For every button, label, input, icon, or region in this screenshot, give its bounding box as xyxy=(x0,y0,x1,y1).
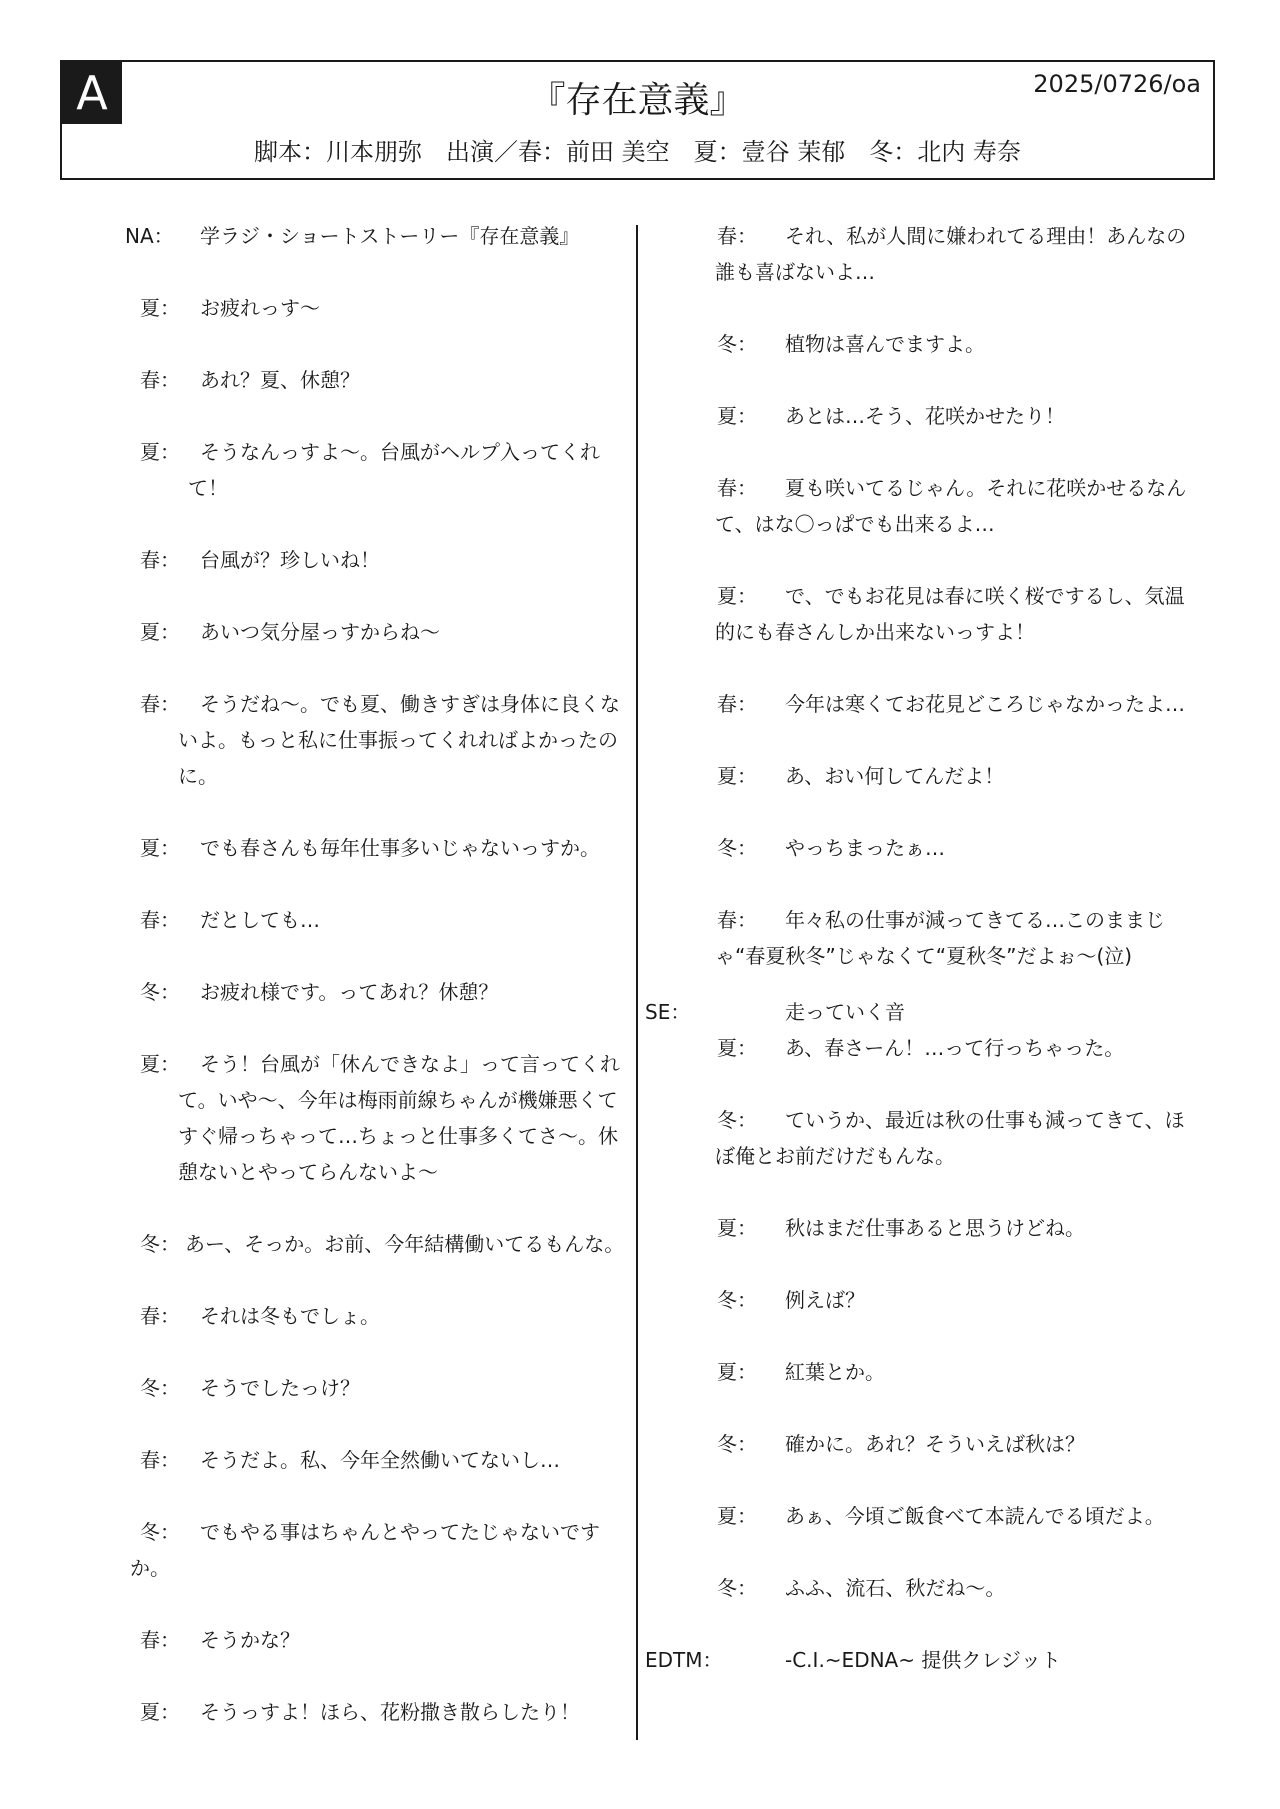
dialogue-line xyxy=(130,686,630,794)
broadcast-date: 2025/0726/oa xyxy=(1033,70,1201,98)
dialogue-text: 学ラジ・ショートストーリー『存在意義』 xyxy=(200,224,580,248)
dialogue-line xyxy=(645,1498,1195,1534)
dialogue-text: そうでしたっけ？ xyxy=(200,1376,360,1400)
speaker-label: 夏： xyxy=(717,764,757,788)
dialogue-text: そうっすよ！ほら、花粉撒き散らしたり！ xyxy=(200,1700,580,1724)
script-column-right xyxy=(645,218,1195,1678)
speaker-label: 冬： xyxy=(140,980,180,1004)
dialogue-line xyxy=(645,1102,1195,1174)
dialogue-line xyxy=(130,1298,630,1334)
dialogue-line xyxy=(130,974,630,1010)
speaker-label: 春： xyxy=(140,1628,180,1652)
dialogue-line xyxy=(645,902,1195,974)
dialogue-line xyxy=(645,1210,1195,1246)
dialogue-line xyxy=(130,830,630,866)
dialogue-text: ていうか、最近は秋の仕事も減ってきて、ほぼ俺とお前だけだもんな。 xyxy=(715,1108,1185,1168)
dialogue-line xyxy=(130,362,630,398)
dialogue-line xyxy=(645,218,1195,290)
dialogue-text: そうかな？ xyxy=(200,1628,300,1652)
speaker-label: 冬： xyxy=(140,1520,180,1544)
speaker-label: 夏： xyxy=(717,1036,757,1060)
speaker-label: 夏： xyxy=(140,440,180,464)
dialogue-text: あ、おい何してんだよ！ xyxy=(785,764,1005,788)
dialogue-line xyxy=(645,1354,1195,1390)
dialogue-line xyxy=(130,1046,630,1190)
speaker-label: 春： xyxy=(140,692,180,716)
speaker-label: 冬： xyxy=(140,1232,180,1256)
dialogue-text: あいつ気分屋っすからね〜 xyxy=(200,620,440,644)
speaker-label: SE： xyxy=(645,1000,691,1024)
dialogue-text: 植物は喜んでますよ。 xyxy=(785,332,985,356)
speaker-label: 春： xyxy=(717,908,757,932)
speaker-label: 冬： xyxy=(717,1108,757,1132)
dialogue-text: そう！台風が「休んできなよ」って言ってくれて。いや〜、今年は梅雨前線ちゃんが機嫌悪くてすぐ帰っちゃって…ちょっと仕事多くてさ〜。休憩ないとやってらんないよ〜 xyxy=(178,1052,620,1184)
dialogue-text: でも春さんも毎年仕事多いじゃないっすか。 xyxy=(200,836,600,860)
dialogue-line xyxy=(645,1030,1195,1066)
dialogue-line xyxy=(645,830,1195,866)
dialogue-text: 確かに。あれ？そういえば秋は？ xyxy=(785,1432,1085,1456)
speaker-label: 夏： xyxy=(140,296,180,320)
speaker-label: 夏： xyxy=(717,1216,757,1240)
dialogue-text: そうだね〜。でも夏、働きすぎは身体に良くないよ。もっと私に仕事振ってくれればよかったのに。 xyxy=(178,692,620,788)
dialogue-line xyxy=(645,1426,1195,1462)
dialogue-line xyxy=(125,218,630,254)
dialogue-text: 今年は寒くてお花見どころじゃなかったよ… xyxy=(785,692,1185,716)
speaker-label: 冬： xyxy=(717,332,757,356)
dialogue-text: やっちまったぁ… xyxy=(785,836,945,860)
speaker-label: 春： xyxy=(717,692,757,716)
dialogue-line xyxy=(130,1442,630,1478)
dialogue-text: あ、春さーん！…って行っちゃった。 xyxy=(785,1036,1125,1060)
dialogue-text: 例えば？ xyxy=(785,1288,865,1312)
speaker-label: 夏： xyxy=(717,1504,757,1528)
speaker-label: 春： xyxy=(717,476,757,500)
dialogue-text: お疲れ様です。ってあれ？休憩？ xyxy=(200,980,499,1004)
speaker-label: 夏： xyxy=(717,1360,757,1384)
dialogue-line xyxy=(645,326,1195,362)
speaker-label: 夏： xyxy=(717,584,757,608)
cast-credits: 脚本：川本朋弥 出演／春：前田 美空 夏：壹谷 茉郁 冬：北内 寿奈 xyxy=(254,138,1021,166)
dialogue-text: -C.I.~EDNA~ 提供クレジット xyxy=(785,1648,1061,1672)
dialogue-text: 秋はまだ仕事あると思うけどね。 xyxy=(785,1216,1085,1240)
dialogue-text: ふふ、流石、秋だね〜。 xyxy=(785,1576,1006,1600)
speaker-label: 春： xyxy=(140,368,180,392)
dialogue-line xyxy=(130,1226,630,1262)
speaker-label: 冬： xyxy=(717,836,757,860)
dialogue-line xyxy=(130,614,630,650)
dialogue-text: あれ？夏、休憩？ xyxy=(200,368,360,392)
dialogue-line xyxy=(130,902,630,938)
dialogue-line xyxy=(645,1570,1195,1606)
speaker-label: 春： xyxy=(140,908,180,932)
dialogue-line xyxy=(130,290,630,326)
dialogue-line xyxy=(130,1694,630,1730)
speaker-label: 冬： xyxy=(717,1288,757,1312)
dialogue-line xyxy=(130,1370,630,1406)
music-cue-line xyxy=(645,1642,1195,1678)
dialogue-text: 年々私の仕事が減ってきてる…このままじゃ“春夏秋冬”じゃなくて“夏秋冬”だよぉ〜(泣) xyxy=(715,908,1165,968)
dialogue-text: あとは…そう、花咲かせたり！ xyxy=(785,404,1065,428)
speaker-label: 夏： xyxy=(140,1700,180,1724)
speaker-label: 春： xyxy=(140,1304,180,1328)
dialogue-text: お疲れっす〜 xyxy=(200,296,320,320)
speaker-label: 冬： xyxy=(717,1432,757,1456)
dialogue-text: そうだよ。私、今年全然働いてないし… xyxy=(200,1448,560,1472)
dialogue-line xyxy=(130,1514,630,1586)
dialogue-text: でもやる事はちゃんとやってたじゃないですか。 xyxy=(130,1520,600,1580)
section-badge: A xyxy=(62,62,122,124)
speaker-label: 夏： xyxy=(140,620,180,644)
dialogue-line xyxy=(645,398,1195,434)
speaker-label: 春： xyxy=(717,224,757,248)
dialogue-line xyxy=(130,434,630,506)
dialogue-line xyxy=(645,1282,1195,1318)
dialogue-line xyxy=(645,470,1195,542)
dialogue-text: あぁ、今頃ご飯食べて本読んでる頃だよ。 xyxy=(785,1504,1165,1528)
speaker-label: 夏： xyxy=(140,1052,180,1076)
speaker-label: 春： xyxy=(140,548,180,572)
script-column-left xyxy=(125,218,630,1766)
dialogue-text: 夏も咲いてるじゃん。それに花咲かせるなんて、はな〇っぱでも出来るよ… xyxy=(715,476,1187,536)
speaker-label: 冬： xyxy=(140,1376,180,1400)
speaker-label: 夏： xyxy=(140,836,180,860)
dialogue-text: 紅葉とか。 xyxy=(785,1360,885,1384)
speaker-label: EDTM： xyxy=(645,1648,723,1672)
sound-effect-line xyxy=(645,994,1195,1030)
dialogue-text: そうなんっすよ〜。台風がヘルプ入ってくれて！ xyxy=(188,440,600,500)
column-divider xyxy=(636,225,638,1740)
dialogue-line xyxy=(645,578,1195,650)
dialogue-text: それは冬もでしょ。 xyxy=(200,1304,380,1328)
speaker-label: NA： xyxy=(125,224,174,248)
dialogue-text: あー、そっか。お前、今年結構働いてるもんな。 xyxy=(185,1232,625,1256)
dialogue-text: だとしても… xyxy=(200,908,320,932)
script-title: 『存在意義』 xyxy=(529,80,746,121)
header-box xyxy=(60,60,1215,180)
dialogue-line xyxy=(645,758,1195,794)
dialogue-line xyxy=(645,686,1195,722)
speaker-label: 春： xyxy=(140,1448,180,1472)
dialogue-text: で、でもお花見は春に咲く桜でするし、気温的にも春さんしか出来ないっすよ！ xyxy=(715,584,1185,644)
speaker-label: 夏： xyxy=(717,404,757,428)
dialogue-line xyxy=(130,542,630,578)
dialogue-text: 台風が？珍しいね！ xyxy=(200,548,380,572)
dialogue-text: 走っていく音 xyxy=(785,1000,905,1024)
dialogue-text: それ、私が人間に嫌われてる理由！あんなの誰も喜ばないよ… xyxy=(715,224,1187,284)
dialogue-line xyxy=(130,1622,630,1658)
speaker-label: 冬： xyxy=(717,1576,757,1600)
